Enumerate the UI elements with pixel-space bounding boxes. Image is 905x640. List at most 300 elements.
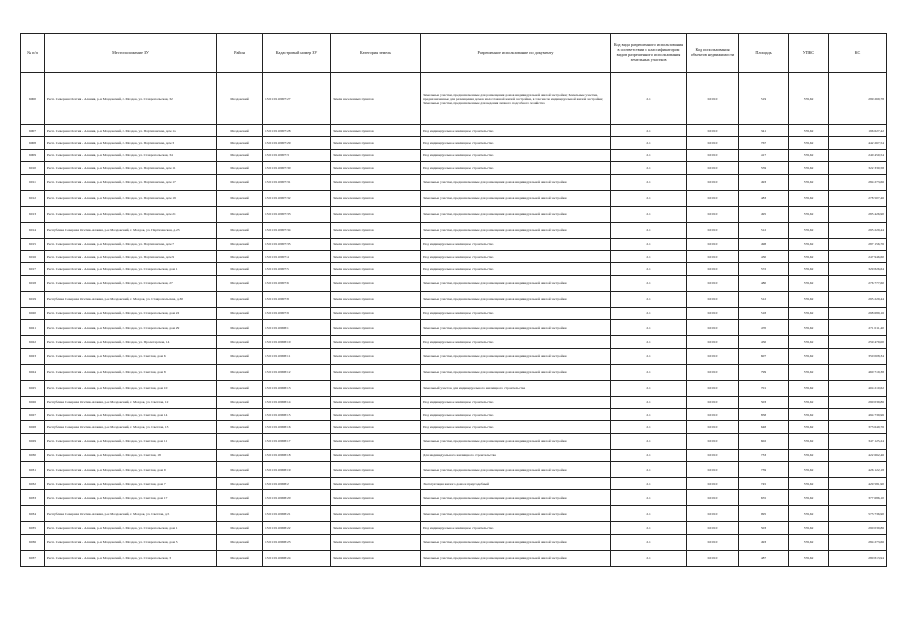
- cell-cadastral-number: 15:01:0110008:11: [263, 348, 331, 364]
- cell-cadastral-number: 15:01:0110008:20: [263, 490, 331, 506]
- cell-ks: 350 008,34: [829, 348, 887, 364]
- header-location: Местоположение ЗУ: [45, 34, 217, 73]
- cell-permitted-use: Под индивидуальное жилищное строительство: [421, 307, 611, 319]
- cell-area: 648: [739, 421, 789, 433]
- cell-num: 6000: [21, 73, 45, 125]
- header-upks: УПКС: [789, 34, 829, 73]
- cell-num: 6026: [21, 396, 45, 408]
- cell-permitted-use: Земельные участки, предназначенные для размещения домов индивидуальной жилой застройки: [421, 534, 611, 550]
- cell-land-category: Земли населенных пунктов: [331, 478, 421, 490]
- cell-upks: 576,62: [789, 222, 829, 238]
- cell-num: 6014: [21, 222, 45, 238]
- cell-use-code: 2.1: [611, 174, 687, 190]
- cell-land-category: Земли населенных пунктов: [331, 291, 421, 307]
- cell-permitted-use: Под индивидуальное жилищное строительство: [421, 421, 611, 433]
- cell-permitted-use: Земельные участки, предназначенные для размещения домов индивидуальной жилой застройки: [421, 174, 611, 190]
- cell-location: Респ. Северная Осетия - Алания, р-н Моздокский, г. Моздок, ул. Партизанская, дом 11: [45, 162, 217, 174]
- cell-num: 6034: [21, 506, 45, 522]
- cell-upks: 576,62: [789, 490, 829, 506]
- cell-permitted-use: Земельные участки, предназначенные для размещения домов индивидуальной жилой застройки: [421, 291, 611, 307]
- cell-area: 417: [739, 149, 789, 161]
- cell-cadastral-number: 15:01:0110007:29: [263, 137, 331, 149]
- cell-ks: 460 719,38: [829, 364, 887, 380]
- cell-num: 6016: [21, 250, 45, 262]
- table-row: [21, 222, 887, 238]
- cell-location: Респ. Северная Осетия - Алания, р-н Моздокский, г. Моздок, ул. Светлая, дом 9: [45, 462, 217, 478]
- cell-property-code: 02:010: [687, 490, 739, 506]
- cell-upks: 576,62: [789, 137, 829, 149]
- cell-cadastral-number: 15:01:0110007:33: [263, 206, 331, 222]
- cell-land-category: Земли населенных пунктов: [331, 238, 421, 250]
- cell-cadastral-number: 15:01:0110008:18: [263, 449, 331, 461]
- cell-property-code: 02:010: [687, 307, 739, 319]
- cell-district: Моздокский: [217, 162, 263, 174]
- cell-ks: 298 689,16: [829, 307, 887, 319]
- cell-permitted-use: Под индивидуальное жилищное строительство: [421, 137, 611, 149]
- document-page: [20, 33, 886, 567]
- cell-cadastral-number: 15:01:0110008:17: [263, 433, 331, 449]
- cell-district: Моздокский: [217, 433, 263, 449]
- cell-property-code: 02:010: [687, 263, 739, 275]
- cell-permitted-use: Земельные участки, предназначенные для размещения домов индивидуальной жилой застройки: [421, 364, 611, 380]
- cell-ks: 196 627,42: [829, 125, 887, 137]
- cell-district: Моздокский: [217, 364, 263, 380]
- cell-permitted-use: Эксплуатация жилого дома и приусадебный: [421, 478, 611, 490]
- cell-ks: 347 125,24: [829, 433, 887, 449]
- cell-land-category: Земли населенных пунктов: [331, 275, 421, 291]
- table-row: [21, 506, 887, 522]
- table-row: [21, 462, 887, 478]
- cell-area: 512: [739, 222, 789, 238]
- cell-use-code: 2.1: [611, 348, 687, 364]
- cell-property-code: 02:010: [687, 534, 739, 550]
- cell-ks: 295 229,44: [829, 291, 887, 307]
- cell-num: 6024: [21, 364, 45, 380]
- cell-upks: 576,62: [789, 396, 829, 408]
- cell-location: Респ. Северная Осетия - Алания, р-н Моздокский, г. Моздок, ул. Ставропольская, дом 22: [45, 307, 217, 319]
- cell-district: Моздокский: [217, 190, 263, 206]
- cell-area: 503: [739, 396, 789, 408]
- cell-num: 6023: [21, 348, 45, 364]
- cell-cadastral-number: 15:01:0110008:2: [263, 478, 331, 490]
- cell-location: Респ. Северная Осетия - Алания, р-н Моздокский, г. Моздок, ул. Партизанская, дом 21: [45, 206, 217, 222]
- cell-num: 6011: [21, 174, 45, 190]
- cell-land-category: Земли населенных пунктов: [331, 408, 421, 420]
- table-row: [21, 73, 887, 125]
- cell-property-code: 02:010: [687, 449, 739, 461]
- cell-ks: 373 649,76: [829, 421, 887, 433]
- cell-location: Респ. Северная Осетия - Алания, р-н Моздокский, г. Моздок, ул. Ставропольская, 27: [45, 275, 217, 291]
- cell-permitted-use: Земельные участки, предназначенные для размещения домов индивидуальной жилой застройки: [421, 222, 611, 238]
- cell-district: Моздокский: [217, 449, 263, 461]
- cell-use-code: 2.1: [611, 490, 687, 506]
- cell-permitted-use: Под индивидуальное жилищное строительство: [421, 149, 611, 161]
- cell-num: 6037: [21, 550, 45, 566]
- cell-district: Моздокский: [217, 307, 263, 319]
- cell-location: Респ. Северная Осетия - Алания, р-н Моздокский, г. Моздок, ул. Светлая, дом 11: [45, 433, 217, 449]
- cell-land-category: Земли населенных пунктов: [331, 73, 421, 125]
- cell-num: 6021: [21, 320, 45, 336]
- cell-use-code: 2.1: [611, 364, 687, 380]
- cell-permitted-use: Под индивидуальное жилищное строительство: [421, 162, 611, 174]
- cell-property-code: 02:010: [687, 396, 739, 408]
- table-row: [21, 238, 887, 250]
- cell-district: Моздокский: [217, 534, 263, 550]
- cell-location: Респ. Северная Осетия - Алания, р-н Моздокский, г. Моздок, ул. Партизанская, дом 17: [45, 174, 217, 190]
- table-row: [21, 364, 887, 380]
- cell-location: Республика Северная Осетия-Алания, р-н Моздокский, г. Моздок, ул. Светлая, 12: [45, 396, 217, 408]
- cell-num: 6017: [21, 263, 45, 275]
- cell-upks: 576,62: [789, 149, 829, 161]
- cell-property-code: 02:010: [687, 174, 739, 190]
- cell-upks: 576,62: [789, 125, 829, 137]
- cell-district: Моздокский: [217, 336, 263, 348]
- cell-district: Моздокский: [217, 380, 263, 396]
- cell-land-category: Земли населенных пунктов: [331, 348, 421, 364]
- cell-use-code: 2.1: [611, 250, 687, 262]
- cell-upks: 576,62: [789, 73, 829, 125]
- cell-upks: 576,62: [789, 433, 829, 449]
- cell-property-code: 02:010: [687, 149, 739, 161]
- cell-district: Моздокский: [217, 490, 263, 506]
- cell-ks: 404 210,62: [829, 380, 887, 396]
- cell-district: Моздокский: [217, 478, 263, 490]
- cell-cadastral-number: 15:01:0110008:19: [263, 462, 331, 478]
- cell-upks: 576,62: [789, 275, 829, 291]
- cell-use-code: 2.1: [611, 380, 687, 396]
- cell-district: Моздокский: [217, 222, 263, 238]
- cell-district: Моздокский: [217, 348, 263, 364]
- header-area: Площадь: [739, 34, 789, 73]
- cell-ks: 422 662,46: [829, 449, 887, 461]
- cell-upks: 576,62: [789, 206, 829, 222]
- table-row: [21, 137, 887, 149]
- cell-area: 799: [739, 364, 789, 380]
- cell-property-code: 02:010: [687, 380, 739, 396]
- cell-cadastral-number: 15:01:0110008:14: [263, 396, 331, 408]
- table-row: [21, 250, 887, 262]
- cell-district: Моздокский: [217, 73, 263, 125]
- cell-property-code: 02:010: [687, 421, 739, 433]
- header-district: Район: [217, 34, 263, 73]
- cell-upks: 576,62: [789, 380, 829, 396]
- cell-use-code: 2.1: [611, 408, 687, 420]
- table-row: [21, 307, 887, 319]
- cell-property-code: 02:010: [687, 336, 739, 348]
- cadastral-table: [20, 33, 887, 567]
- cell-use-code: 2.1: [611, 275, 687, 291]
- cell-permitted-use: Земельные участки, предназначенные для размещения домов индивидуальной жилой застройки: [421, 348, 611, 364]
- cell-cadastral-number: 15:01:0110007:32: [263, 190, 331, 206]
- cell-property-code: 02:010: [687, 364, 739, 380]
- cell-area: 858: [739, 408, 789, 420]
- cell-land-category: Земли населенных пунктов: [331, 190, 421, 206]
- cell-upks: 576,62: [789, 449, 829, 461]
- cell-permitted-use: Земельные участки, предназначенные для размещения домов индивидуальной жилой застройки: [421, 275, 611, 291]
- cell-location: Респ. Северная Осетия - Алания, р-н Моздокский, г. Моздок, ул. Партизанская, дом 3: [45, 137, 217, 149]
- cell-ks: 329 826,64: [829, 263, 887, 275]
- cell-location: Респ. Северная Осетия - Алания, р-н Моздокский, г. Моздок, ул. Партизанская, дом 7: [45, 238, 217, 250]
- cell-land-category: Земли населенных пунктов: [331, 263, 421, 275]
- cell-ks: 290 039,86: [829, 396, 887, 408]
- cell-property-code: 02:010: [687, 506, 739, 522]
- table-row: [21, 336, 887, 348]
- cell-area: 480: [739, 275, 789, 291]
- cell-district: Моздокский: [217, 263, 263, 275]
- cell-property-code: 02:010: [687, 238, 739, 250]
- cell-land-category: Земли населенных пунктов: [331, 206, 421, 222]
- cell-land-category: Земли населенных пунктов: [331, 222, 421, 238]
- cell-location: Респ. Северная Осетия - Алания, р-н Моздокский, г. Моздок, ул. Светлая, дом 7: [45, 478, 217, 490]
- cell-area: 767: [739, 137, 789, 149]
- cell-num: 6027: [21, 408, 45, 420]
- cell-ks: 271 011,40: [829, 320, 887, 336]
- cell-permitted-use: Земельные участки, предназначенные для размещения домов индивидуальной жилой застройки: [421, 490, 611, 506]
- cell-permitted-use: Под индивидуальное жилищное строительство: [421, 522, 611, 534]
- cell-area: 430: [739, 250, 789, 262]
- cell-land-category: Земли населенных пунктов: [331, 396, 421, 408]
- cell-use-code: 2.1: [611, 206, 687, 222]
- cell-cadastral-number: 15:01:0110008:21: [263, 506, 331, 522]
- cell-upks: 576,62: [789, 174, 829, 190]
- table-row: [21, 348, 887, 364]
- cell-land-category: Земли населенных пунктов: [331, 137, 421, 149]
- cell-land-category: Земли населенных пунктов: [331, 550, 421, 566]
- cell-use-code: 2.1: [611, 263, 687, 275]
- cell-area: 498: [739, 238, 789, 250]
- cell-district: Моздокский: [217, 250, 263, 262]
- cell-use-code: 2.1: [611, 522, 687, 534]
- cell-area: 602: [739, 433, 789, 449]
- cell-land-category: Земли населенных пунктов: [331, 162, 421, 174]
- cell-district: Моздокский: [217, 550, 263, 566]
- cell-property-code: 02:010: [687, 275, 739, 291]
- cell-upks: 576,62: [789, 238, 829, 250]
- cell-property-code: 02:010: [687, 73, 739, 125]
- cell-district: Моздокский: [217, 506, 263, 522]
- cell-use-code: 2.1: [611, 421, 687, 433]
- header-land-category: Категория земель: [331, 34, 421, 73]
- cell-permitted-use: Земельный участок для индивидуального жилищного строительства: [421, 380, 611, 396]
- cell-ks: 290 039,86: [829, 522, 887, 534]
- cell-ks: 295 229,44: [829, 222, 887, 238]
- cell-use-code: 2.1: [611, 149, 687, 161]
- cell-location: Респ. Северная Осетия - Алания, р-н Моздокский, г. Моздок, ул. Ставропольская, 34: [45, 149, 217, 161]
- cell-permitted-use: Под индивидуальное жилищное строительство: [421, 125, 611, 137]
- cell-use-code: 2.1: [611, 478, 687, 490]
- cell-upks: 576,62: [789, 307, 829, 319]
- cell-area: 470: [739, 320, 789, 336]
- cell-ks: 280 813,94: [829, 550, 887, 566]
- table-row: [21, 433, 887, 449]
- cell-location: Республика Северная Осетия-Алания, р-н Моздокский, г. Моздок, ул. Светлая, д.5: [45, 506, 217, 522]
- cell-area: 495: [739, 206, 789, 222]
- cell-num: 6033: [21, 490, 45, 506]
- cell-property-code: 02:010: [687, 125, 739, 137]
- cell-land-category: Земли населенных пунктов: [331, 433, 421, 449]
- cell-use-code: 2.1: [611, 433, 687, 449]
- cell-property-code: 02:010: [687, 522, 739, 534]
- cell-upks: 576,62: [789, 162, 829, 174]
- cell-property-code: 02:010: [687, 162, 739, 174]
- cell-land-category: Земли населенных пунктов: [331, 307, 421, 319]
- cell-district: Моздокский: [217, 320, 263, 336]
- table-row: [21, 534, 887, 550]
- cell-num: 6022: [21, 336, 45, 348]
- cell-location: Респ. Северная Осетия - Алания, р-н Моздокский, г. Моздок, ул. Светлая, дом 10: [45, 380, 217, 396]
- cell-cadastral-number: 15:01:0110008:13: [263, 380, 331, 396]
- table-body: [21, 73, 887, 567]
- cell-use-code: 2.1: [611, 396, 687, 408]
- table-row: [21, 490, 887, 506]
- cell-upks: 576,62: [789, 250, 829, 262]
- cell-ks: 287 156,76: [829, 238, 887, 250]
- header-ks: КС: [829, 34, 887, 73]
- cell-cadastral-number: 15:01:0110007:27: [263, 73, 331, 125]
- table-row: [21, 449, 887, 461]
- cell-use-code: 2.1: [611, 534, 687, 550]
- cell-num: 6025: [21, 380, 45, 396]
- cell-num: 6019: [21, 291, 45, 307]
- header-property-code: Код использования объектов недвижимости: [687, 34, 739, 73]
- cell-num: 6028: [21, 421, 45, 433]
- cell-permitted-use: Под индивидуальное жилищное строительство: [421, 396, 611, 408]
- cell-num: 6007: [21, 125, 45, 137]
- cell-permitted-use: Под индивидуальное жилищное строительство: [421, 408, 611, 420]
- cell-land-category: Земли населенных пунктов: [331, 364, 421, 380]
- cell-district: Моздокский: [217, 291, 263, 307]
- table-row: [21, 190, 887, 206]
- cell-ks: 442 267,54: [829, 137, 887, 149]
- cell-area: 655: [739, 490, 789, 506]
- cell-cadastral-number: 15:01:0110008:23: [263, 534, 331, 550]
- cell-land-category: Земли населенных пунктов: [331, 462, 421, 478]
- cell-use-code: 2.1: [611, 550, 687, 566]
- cell-upks: 576,62: [789, 348, 829, 364]
- cell-cadastral-number: 15:01:0110007:30: [263, 162, 331, 174]
- cell-num: 6029: [21, 433, 45, 449]
- cell-num: 6031: [21, 462, 45, 478]
- cell-use-code: 2.1: [611, 291, 687, 307]
- cell-upks: 576,62: [789, 408, 829, 420]
- cell-district: Моздокский: [217, 396, 263, 408]
- cell-upks: 576,62: [789, 190, 829, 206]
- table-row: [21, 478, 887, 490]
- cell-upks: 576,62: [789, 421, 829, 433]
- cell-area: 512: [739, 291, 789, 307]
- cell-district: Моздокский: [217, 174, 263, 190]
- cell-property-code: 02:010: [687, 550, 739, 566]
- cell-location: Респ. Северная Осетия - Алания, р-н Моздокский, г. Моздок, ул. Ставропольская, 32: [45, 73, 217, 125]
- header-permitted-use: Разрешенное использование по документу: [421, 34, 611, 73]
- cell-area: 518: [739, 307, 789, 319]
- cell-ks: 429 581,90: [829, 478, 887, 490]
- cell-upks: 576,62: [789, 506, 829, 522]
- table-row: [21, 396, 887, 408]
- cell-cadastral-number: 15:01:0110008:24: [263, 550, 331, 566]
- cell-permitted-use: Под индивидуальное жилищное строительство: [421, 336, 611, 348]
- cell-cadastral-number: 15:01:0110008:1: [263, 320, 331, 336]
- cell-use-code: 2.1: [611, 462, 687, 478]
- cell-area: 739: [739, 462, 789, 478]
- cell-land-category: Земли населенных пунктов: [331, 320, 421, 336]
- cell-area: 493: [739, 534, 789, 550]
- cell-num: 6012: [21, 190, 45, 206]
- cell-area: 503: [739, 522, 789, 534]
- cell-property-code: 02:010: [687, 190, 739, 206]
- cell-permitted-use: Земельные участки, предназначенные для размещения домов индивидуальной жилой застройки: [421, 550, 611, 566]
- cell-property-code: 02:010: [687, 433, 739, 449]
- cell-location: Респ. Северная Осетия - Алания, р-н Моздокский, г. Моздок, ул. Ставропольская, 3: [45, 550, 217, 566]
- cell-cadastral-number: 15:01:0110007:5: [263, 263, 331, 275]
- cell-use-code: 2.1: [611, 336, 687, 348]
- cell-district: Моздокский: [217, 421, 263, 433]
- table-row: [21, 275, 887, 291]
- cell-cadastral-number: 15:01:0110008:22: [263, 522, 331, 534]
- cell-location: Респ. Северная Осетия - Алания, р-н Моздокский, г. Моздок, ул. Ставропольская, дом 5: [45, 534, 217, 550]
- cell-land-category: Земли населенных пунктов: [331, 490, 421, 506]
- cell-cadastral-number: 15:01:0110007:3: [263, 149, 331, 161]
- cell-ks: 377 686,10: [829, 490, 887, 506]
- table-row: [21, 408, 887, 420]
- cell-location: Респ. Северная Осетия - Алания, р-н Моздокский, г. Моздок, ул. Светлая, дом 6: [45, 348, 217, 364]
- cell-num: 6013: [21, 206, 45, 222]
- table-header-row: [21, 34, 887, 73]
- cell-cadastral-number: 15:01:0110007:4: [263, 250, 331, 262]
- table-row: [21, 174, 887, 190]
- cell-use-code: 2.1: [611, 137, 687, 149]
- cell-permitted-use: Земельные участки, предназначенные для размещения домов индивидуальной жилой застройки: [421, 506, 611, 522]
- cell-property-code: 02:010: [687, 320, 739, 336]
- cell-upks: 576,62: [789, 462, 829, 478]
- cell-permitted-use: Земельные участки, предназначенные для размещения домов индивидуальной жилой застройки: [421, 206, 611, 222]
- cell-use-code: 2.1: [611, 238, 687, 250]
- cell-property-code: 02:010: [687, 408, 739, 420]
- cell-land-category: Земли населенных пунктов: [331, 449, 421, 461]
- cell-area: 733: [739, 449, 789, 461]
- cell-use-code: 2.1: [611, 506, 687, 522]
- cell-area: 341: [739, 125, 789, 137]
- cell-ks: 285 426,90: [829, 206, 887, 222]
- table-row: [21, 550, 887, 566]
- table-row: [21, 380, 887, 396]
- cell-property-code: 02:010: [687, 291, 739, 307]
- table-row: [21, 206, 887, 222]
- cell-upks: 576,62: [789, 320, 829, 336]
- cell-area: 493: [739, 174, 789, 190]
- cell-use-code: 2.1: [611, 162, 687, 174]
- cell-location: Республика Северная Осетия-Алания, р-н Моздокский, г. Моздок, ул. Светлая, 13: [45, 421, 217, 433]
- cell-num: 6018: [21, 275, 45, 291]
- cell-upks: 576,62: [789, 522, 829, 534]
- cell-location: Респ. Северная Осетия - Алания, р-н Моздокский, г. Моздок, ул. Партизанская, дом 1а: [45, 125, 217, 137]
- cell-district: Моздокский: [217, 238, 263, 250]
- cell-property-code: 02:010: [687, 250, 739, 262]
- cell-use-code: 2.1: [611, 320, 687, 336]
- cell-property-code: 02:010: [687, 478, 739, 490]
- cell-permitted-use: Земельные участки, предназначенные для размещения домов индивидуальной жилой застройки: [421, 462, 611, 478]
- header-num: № п/п: [21, 34, 45, 73]
- cell-district: Моздокский: [217, 149, 263, 161]
- cell-use-code: 2.1: [611, 73, 687, 125]
- cell-permitted-use: Земельные участки, предназначенные для размещения домов индивидуальной жилой застройки: [421, 190, 611, 206]
- cell-area: 487: [739, 550, 789, 566]
- cell-permitted-use: Под индивидуальное жилищное строительство: [421, 238, 611, 250]
- cell-num: 6020: [21, 307, 45, 319]
- cell-upks: 576,62: [789, 291, 829, 307]
- table-row: [21, 149, 887, 161]
- cell-location: Респ. Северная Осетия - Алания, р-н Моздокский, г. Моздок, ул. Партизанская, дом 9: [45, 250, 217, 262]
